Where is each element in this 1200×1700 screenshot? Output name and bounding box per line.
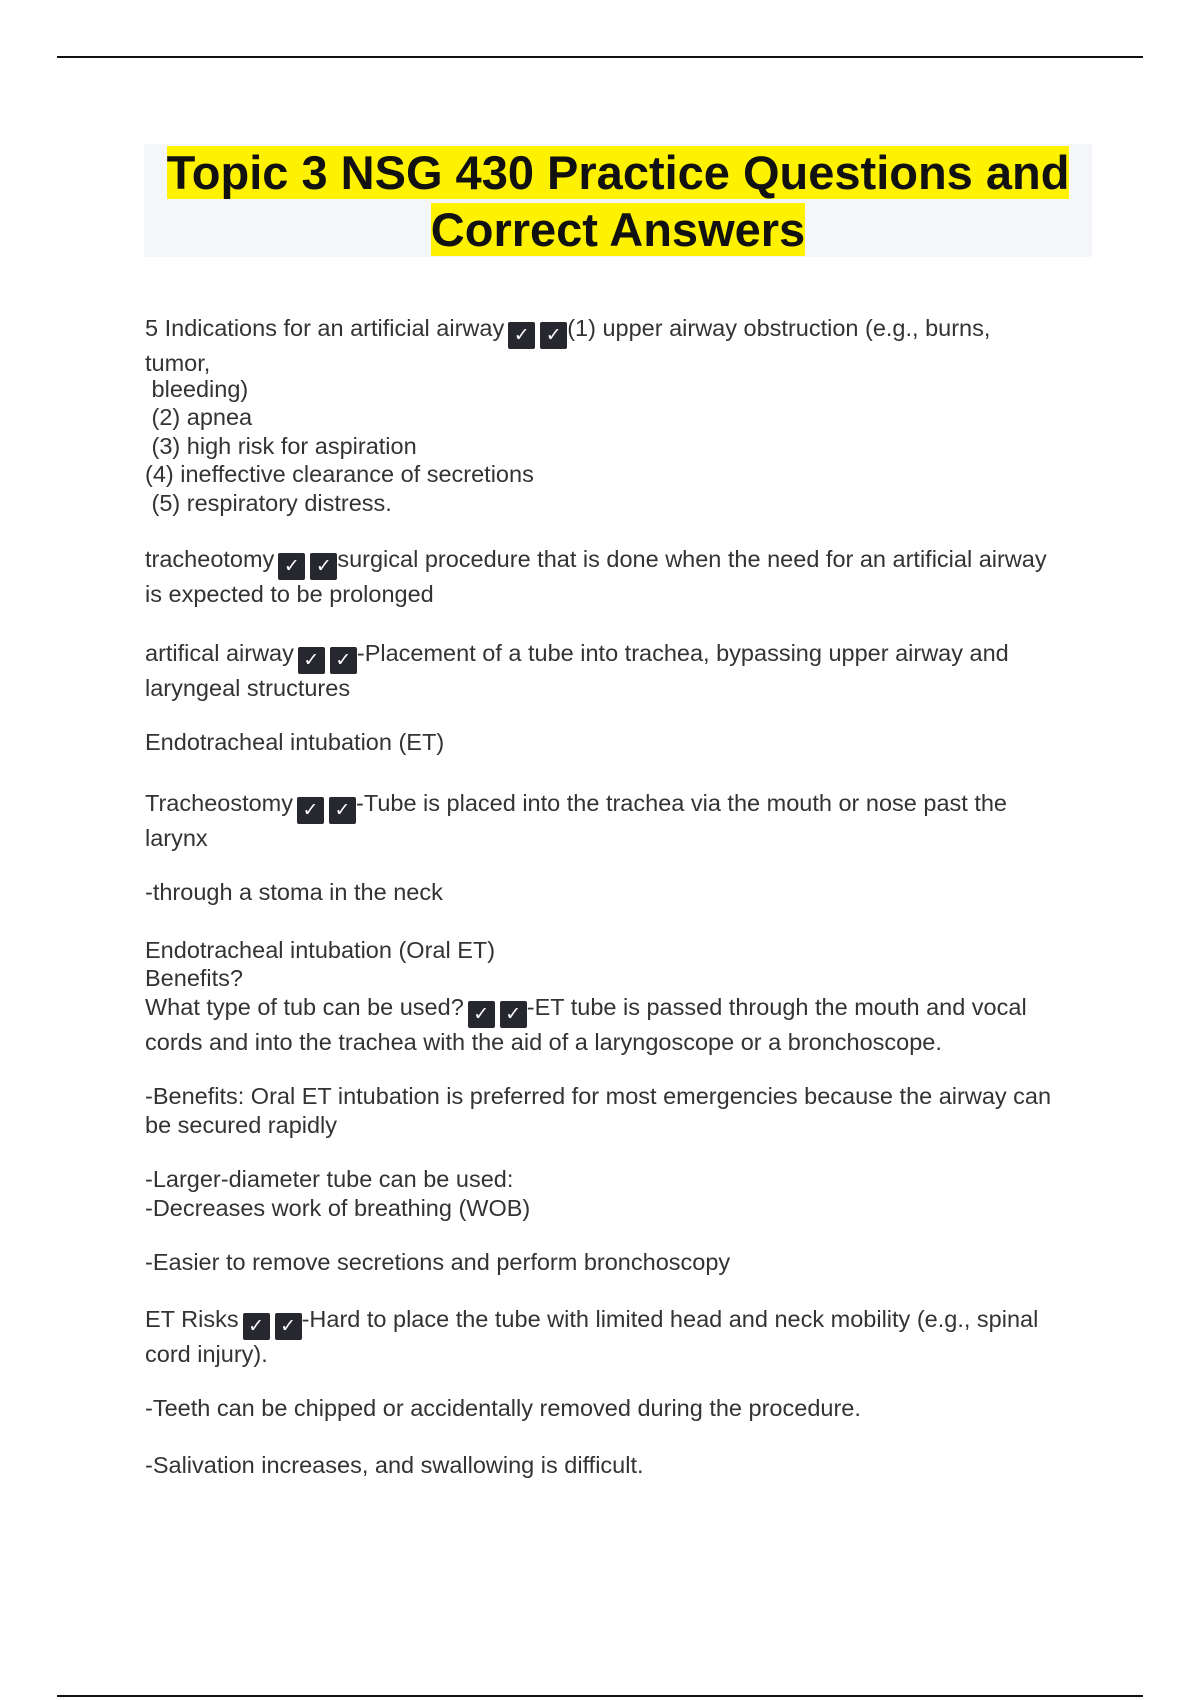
check-icon: ✓	[310, 553, 337, 580]
qa-artificial-airway	[145, 639, 1090, 703]
check-icon: ✓	[297, 797, 324, 824]
qa-first-line	[145, 639, 1090, 674]
stoma-line: -through a stoma in the neck	[145, 879, 443, 905]
qa-indications	[145, 314, 1090, 517]
qa-answer: surgical procedure that is done when the need for an artificial airway	[337, 546, 1047, 572]
qa-oral-et	[145, 936, 1090, 1057]
answer-line: is expected to be prolonged	[145, 581, 434, 607]
bottom-rule	[57, 1695, 1143, 1697]
answer-line: bleeding)	[145, 375, 249, 402]
document-body	[145, 314, 1090, 1479]
answer-line: cords and into the trachea with the aid of a laryngoscope or a bronchoscope.	[145, 1028, 942, 1055]
check-icon: ✓	[508, 322, 535, 349]
qa-answer: -Tube is placed into the trachea via the mouth or nose past the	[356, 789, 1008, 816]
qa-term: Tracheostomy	[145, 789, 294, 816]
check-icon: ✓	[243, 1313, 270, 1340]
answer-line: larynx	[145, 824, 208, 851]
answer-line: (5) respiratory distress.	[145, 489, 392, 516]
qa-term: ET Risks	[145, 1305, 239, 1332]
benefits-paragraph	[145, 1082, 1090, 1139]
answer-line: (4) ineffective clearance of secretions	[145, 461, 534, 487]
answer-line: laryngeal structures	[145, 674, 351, 701]
check-icon: ✓	[330, 647, 357, 674]
check-icon: ✓	[275, 1313, 302, 1340]
qa-first-line	[145, 1305, 1090, 1340]
check-icon: ✓	[540, 322, 567, 349]
qa-first-line	[145, 314, 1090, 349]
title-line-1: Topic 3 NSG 430 Practice Questions and	[166, 146, 1070, 199]
question-line: Benefits?	[145, 965, 243, 991]
question-line: Endotracheal intubation (Oral ET)	[145, 936, 496, 963]
qa-first-line	[145, 545, 1090, 580]
teeth-line: -Teeth can be chipped or accidentally removed during the procedure.	[145, 1395, 861, 1421]
qa-term: tracheotomy	[145, 546, 275, 572]
salivation-line: -Salivation increases, and swallowing is difficult.	[145, 1451, 644, 1478]
qa-term: What type of tub can be used?	[145, 993, 464, 1020]
check-icon: ✓	[500, 1001, 527, 1028]
qa-tracheostomy	[145, 789, 1090, 853]
title-line-2: Correct Answers	[430, 203, 806, 256]
paragraph-line: be secured rapidly	[145, 1111, 338, 1138]
check-icon: ✓	[468, 1001, 495, 1028]
answer-line: (2) apnea	[145, 404, 253, 430]
answer-line: (3) high risk for aspiration	[145, 432, 417, 459]
qa-first-line	[145, 993, 1090, 1028]
top-rule	[57, 56, 1143, 58]
paragraph-line: -Larger-diameter tube can be used:	[145, 1166, 514, 1192]
answer-line: cord injury).	[145, 1340, 268, 1367]
larger-tube-paragraph	[145, 1165, 1090, 1222]
qa-et-risks	[145, 1305, 1090, 1369]
qa-answer: (1) upper airway obstruction (e.g., burns,	[567, 315, 991, 341]
check-icon: ✓	[278, 553, 305, 580]
qa-term: artifical airway	[145, 639, 294, 666]
qa-answer: -ET tube is passed through the mouth and vocal	[526, 993, 1027, 1020]
paragraph-line: -Benefits: Oral ET intubation is preferred for most emergencies because the airway can	[145, 1083, 1052, 1109]
document-title	[144, 144, 1092, 258]
qa-answer: -Hard to place the tube with limited head and neck mobility (e.g., spinal	[301, 1305, 1039, 1332]
endotracheal-heading: Endotracheal intubation (ET)	[145, 729, 445, 755]
qa-answer: -Placement of a tube into trachea, bypassing upper airway and	[356, 639, 1009, 666]
check-icon: ✓	[298, 647, 325, 674]
check-icon: ✓	[329, 797, 356, 824]
answer-line: tumor,	[145, 350, 211, 376]
qa-tracheotomy	[145, 545, 1090, 609]
easier-line: -Easier to remove secretions and perform bronchoscopy	[145, 1249, 731, 1275]
qa-term: 5 Indications for an artificial airway	[145, 315, 505, 341]
qa-first-line	[145, 789, 1090, 824]
paragraph-line: -Decreases work of breathing (WOB)	[145, 1194, 531, 1221]
